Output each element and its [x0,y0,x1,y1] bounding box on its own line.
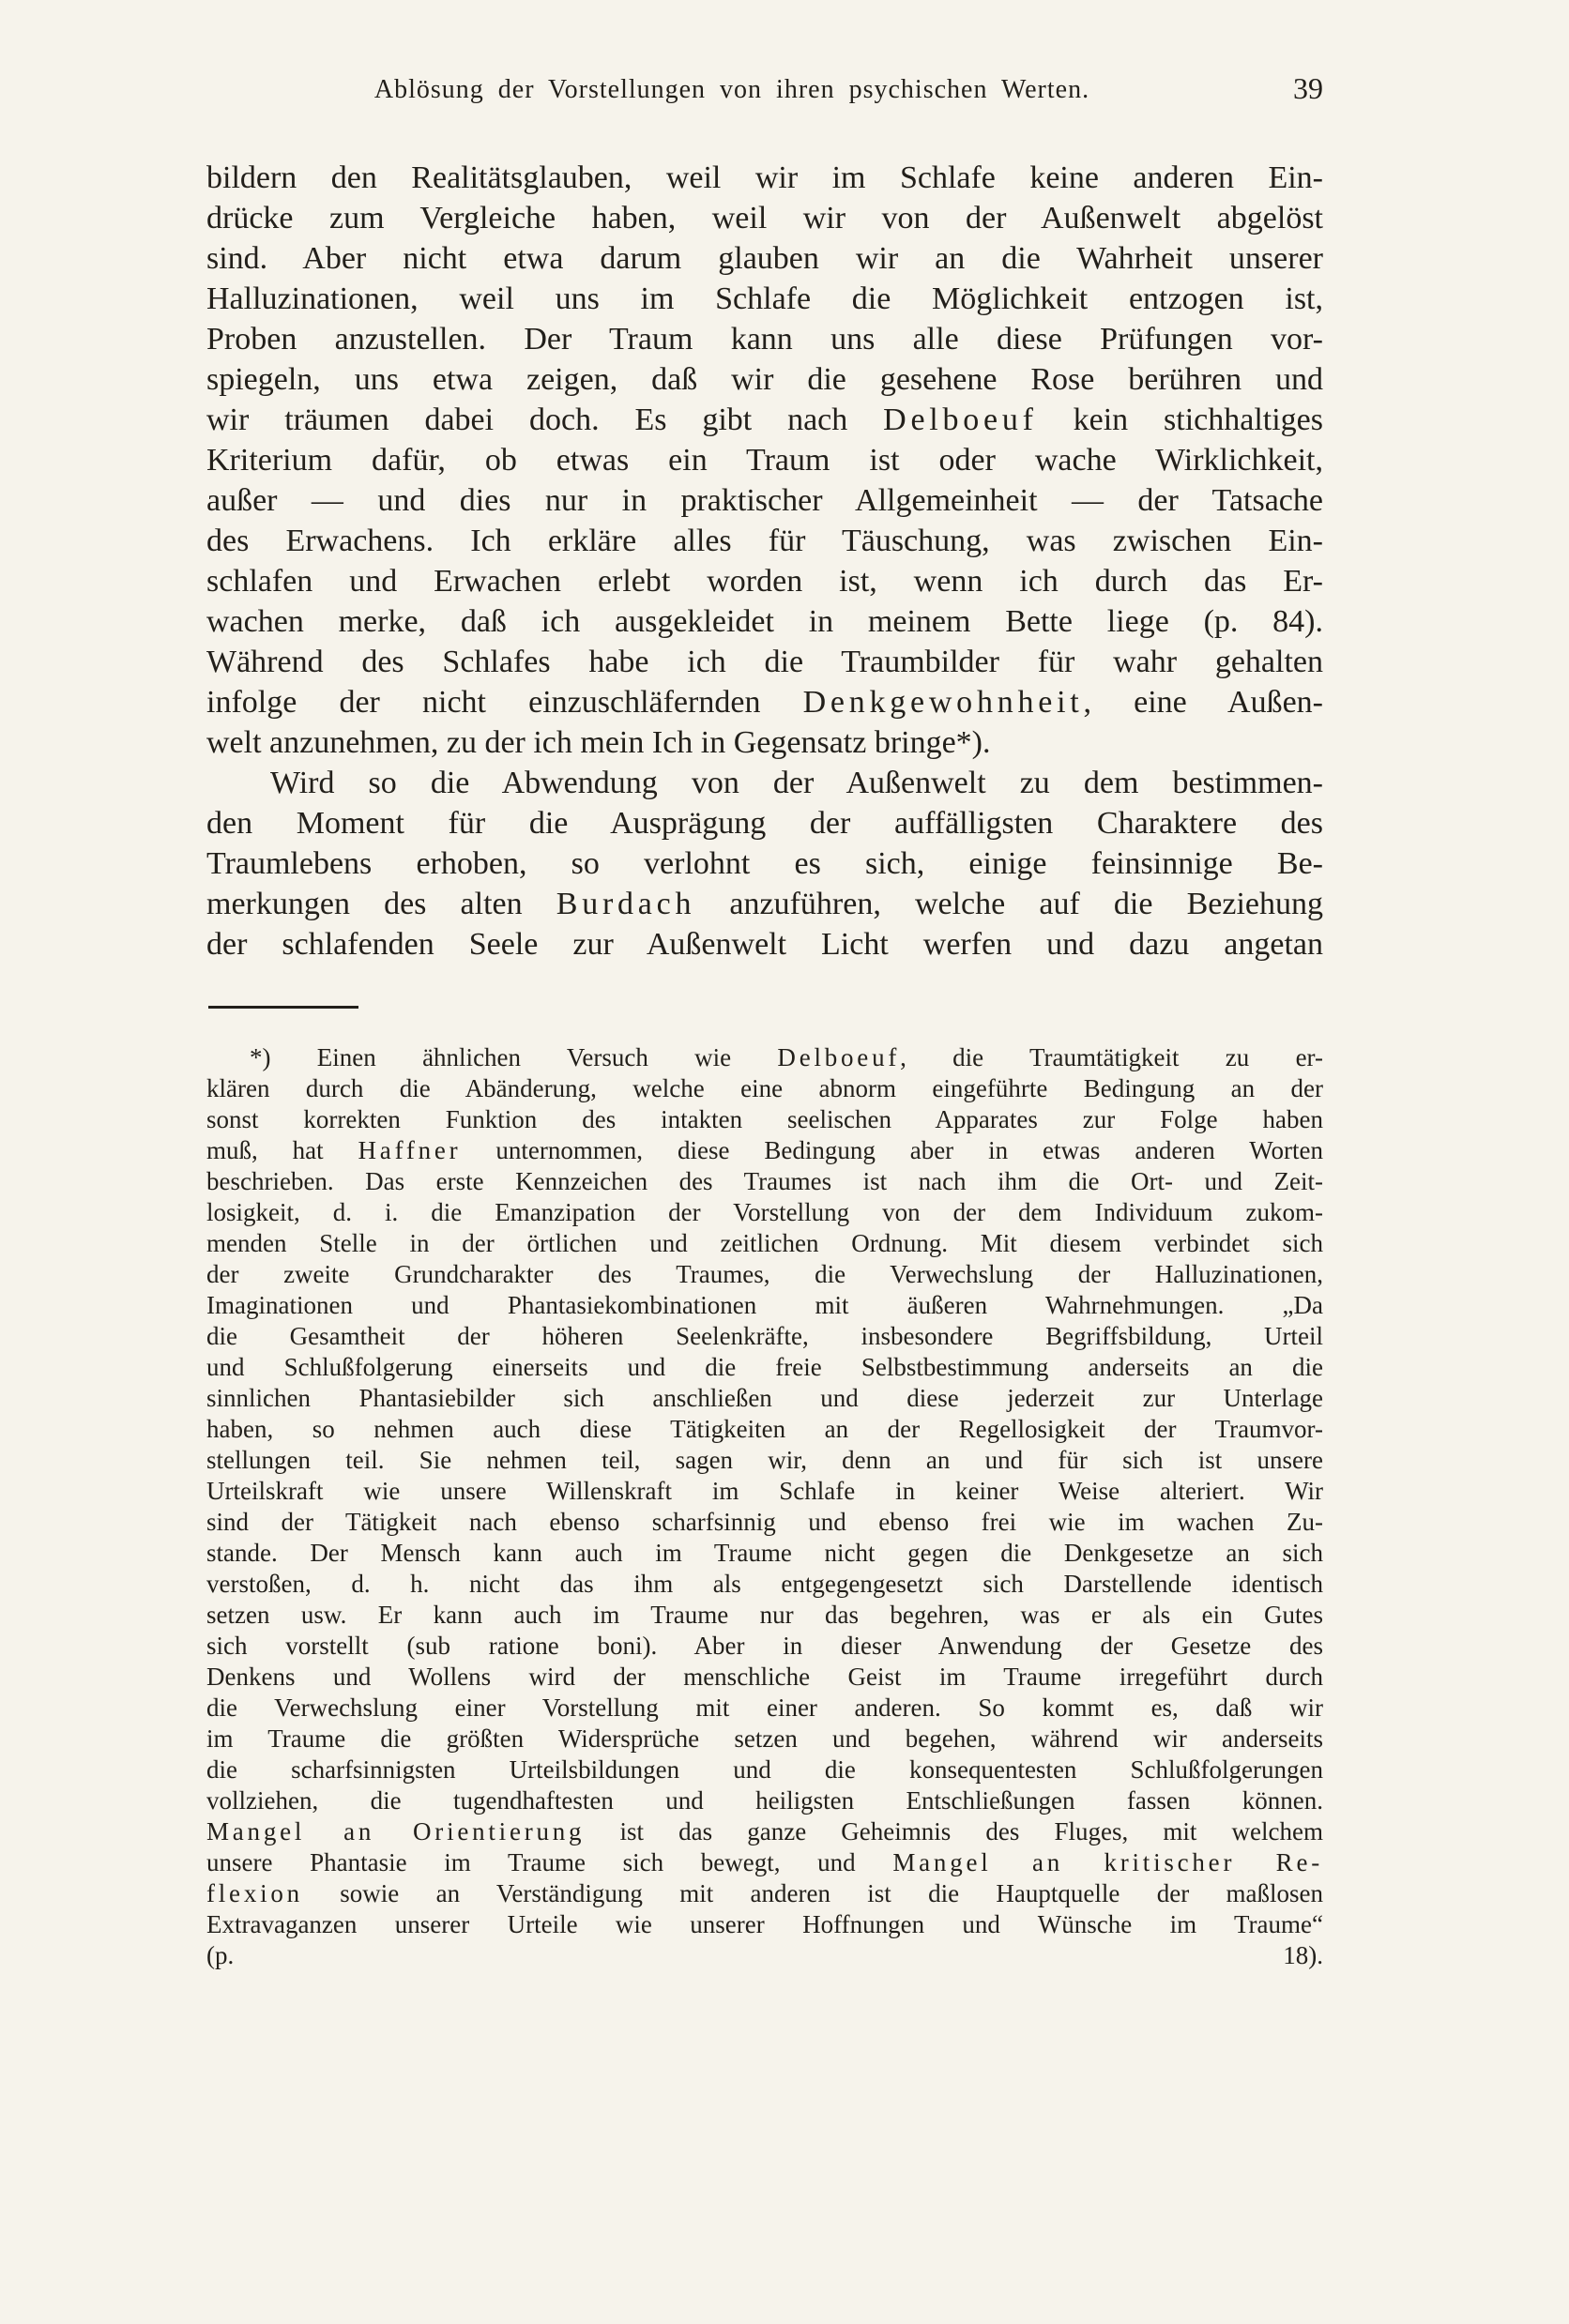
text-line: losigkeit, d. i. die Emanzipation der Vorstellung von der dem Individuum zukom- [206,1198,1323,1226]
text-line: spiegeln, uns etwa zeigen, daß wir die gesehene Rose berühren und [206,362,1323,397]
text-line: Mangel an Orientierung ist das ganze Geheimnis des Fluges, mit welchem [206,1817,1324,1846]
text-line: sonst korrekten Funktion des intakten seelischen Apparates zur Folge haben [206,1105,1323,1133]
text-line: stande. Der Mensch kann auch im Traume nicht gegen die Denkgesetze an sich [206,1539,1323,1567]
text-line: drücke zum Vergleiche haben, weil wir von der Außenwelt abgelöst [206,201,1323,235]
letterspaced-emphasis: Mangel an Orientierung [206,1817,586,1846]
page-number: 39 [1293,71,1323,105]
footnote-separator-rule [208,1006,358,1009]
text-line: Traumlebens erhoben, so verlohnt es sich, einige feinsinnige Be- [206,846,1323,881]
text-line: welt anzunehmen, zu der ich mein Ich in Gegensatz bringe*). [206,725,991,760]
text-line: Kriterium dafür, ob etwas ein Traum ist oder wache Wirklichkeit, [206,443,1323,478]
letterspaced-emphasis: Burdach [556,887,696,921]
letterspaced-emphasis: Denkgewohnheit [802,685,1084,720]
text-line: bildern den Realitätsglauben, weil wir im Schlafe keine anderen Ein- [206,160,1323,195]
letterspaced-emphasis: Mangel an kritischer Re- [892,1848,1323,1876]
text-line: die Verwechslung einer Vorstellung mit einer anderen. So kommt es, daß wir [206,1694,1323,1722]
text-line: außer — und dies nur in praktischer Allgemeinheit — der Tatsache [206,483,1323,518]
running-title: Ablösung der Vorstellungen von ihren psychischen Werten. [373,75,1090,104]
text-line: des Erwachens. Ich erkläre alles für Täuschung, was zwischen Ein- [206,524,1323,558]
text-line: stellungen teil. Sie nehmen teil, sagen wir, denn an und für sich ist unsere [206,1446,1323,1474]
text-line: sich vorstellt (sub ratione boni). Aber in dieser Anwendung der Gesetze des [206,1632,1323,1660]
footnote-block [206,1042,1323,1971]
text-line: (p. 18). [206,1941,1323,1969]
letterspaced-emphasis: flexion [206,1879,303,1907]
text-line: Denkens und Wollens wird der menschliche Geist im Traume irregeführt durch [206,1663,1323,1691]
text-line: Urteilskraft wie unsere Willenskraft im Schlafe in keiner Weise alteriert. Wir [206,1477,1323,1505]
page-header [206,71,1323,113]
text-line: schlafen und Erwachen erlebt worden ist, wenn ich durch das Er- [206,564,1323,599]
text-line: muß, hat Haffner unternommen, diese Bedingung aber in etwas anderen Worten [206,1136,1323,1164]
text-line: die Gesamtheit der höheren Seelenkräfte, insbesondere Begriffsbildung, Urteil [206,1322,1323,1350]
text-line: klären durch die Abänderung, welche eine abnorm eingeführte Bedingung an der [206,1074,1323,1102]
text-line: Halluzinationen, weil uns im Schlafe die Möglichkeit entzogen ist, [206,281,1323,316]
text-line: den Moment für die Ausprägung der auffälligsten Charaktere des [206,806,1323,841]
paragraph [206,1042,1323,1971]
text-line: vollziehen, die tugendhaftesten und heiligsten Entschließungen fassen können. [206,1786,1323,1815]
text-line: der schlafenden Seele zur Außenwelt Licht werfen und dazu angetan [206,927,1323,962]
text-line: Imaginationen und Phantasiekombinationen mit äußeren Wahrnehmungen. „Da [206,1291,1323,1319]
text-line: sind. Aber nicht etwa darum glauben wir an die Wahrheit unserer [206,241,1323,276]
text-line: unsere Phantasie im Traume sich bewegt, und Mangel an kritischer Re- [206,1848,1323,1876]
text-line: wir träumen dabei doch. Es gibt nach Delboeuf kein stichhaltiges [206,403,1323,437]
text-line: *) Einen ähnlichen Versuch wie Delboeuf, die Traumtätigkeit zu er- [250,1043,1323,1071]
letterspaced-emphasis: Haffner [358,1136,462,1164]
text-line: im Traume die größten Widersprüche setzen und begehen, während wir anderseits [206,1724,1323,1753]
text-line: haben, so nehmen auch diese Tätigkeiten an der Regellosigkeit der Traumvor- [206,1415,1323,1443]
text-line: flexion sowie an Verständigung mit anderen ist die Hauptquelle der maßlosen [206,1879,1323,1907]
text-line: merkungen des alten Burdach anzuführen, welche auf die Beziehung [206,887,1323,921]
text-line: Während des Schlafes habe ich die Traumbilder für wahr gehalten [206,645,1323,679]
text-line: und Schlußfolgerung einerseits und die freie Selbstbestimmung anderseits an die [206,1353,1323,1381]
text-line: Wird so die Abwendung von der Außenwelt zu dem bestimmen- [270,766,1323,800]
letterspaced-emphasis: Delboeuf [883,403,1038,437]
text-line: menden Stelle in der örtlichen und zeitlichen Ordnung. Mit diesem verbindet sich [206,1229,1323,1257]
paragraph [206,158,1323,763]
text-line: beschrieben. Das erste Kennzeichen des Traumes ist nach ihm die Ort- und Zeit- [206,1167,1323,1195]
text-line: setzen usw. Er kann auch im Traume nur das begehren, was er als ein Gutes [206,1601,1323,1629]
text-line: wachen merke, daß ich ausgekleidet in meinem Bette liege (p. 84). [206,604,1323,639]
paragraph [206,763,1323,965]
text-line: sind der Tätigkeit nach ebenso scharfsinnig und ebenso frei wie im wachen Zu- [206,1508,1323,1536]
text-line: sinnlichen Phantasiebilder sich anschließen und diese jederzeit zur Unterlage [206,1384,1323,1412]
text-line: der zweite Grundcharakter des Traumes, die Verwechslung der Halluzinationen, [206,1260,1323,1288]
text-line: die scharfsinnigsten Urteilsbildungen und die konsequentesten Schlußfolgerungen [206,1755,1323,1784]
text-line: verstoßen, d. h. nicht das ihm als entgegengesetzt sich Darstellende identisch [206,1570,1323,1598]
text-line: Extravaganzen unserer Urteile wie unserer Hoffnungen und Wünsche im Traume“ [206,1910,1323,1938]
main-text-block [206,158,1323,965]
text-line: Proben anzustellen. Der Traum kann uns alle diese Prüfungen vor- [206,322,1323,357]
letterspaced-emphasis: Delboeuf [777,1043,901,1071]
text-line: infolge der nicht einzuschläfernden Denkgewohnheit, eine Außen- [206,685,1323,720]
